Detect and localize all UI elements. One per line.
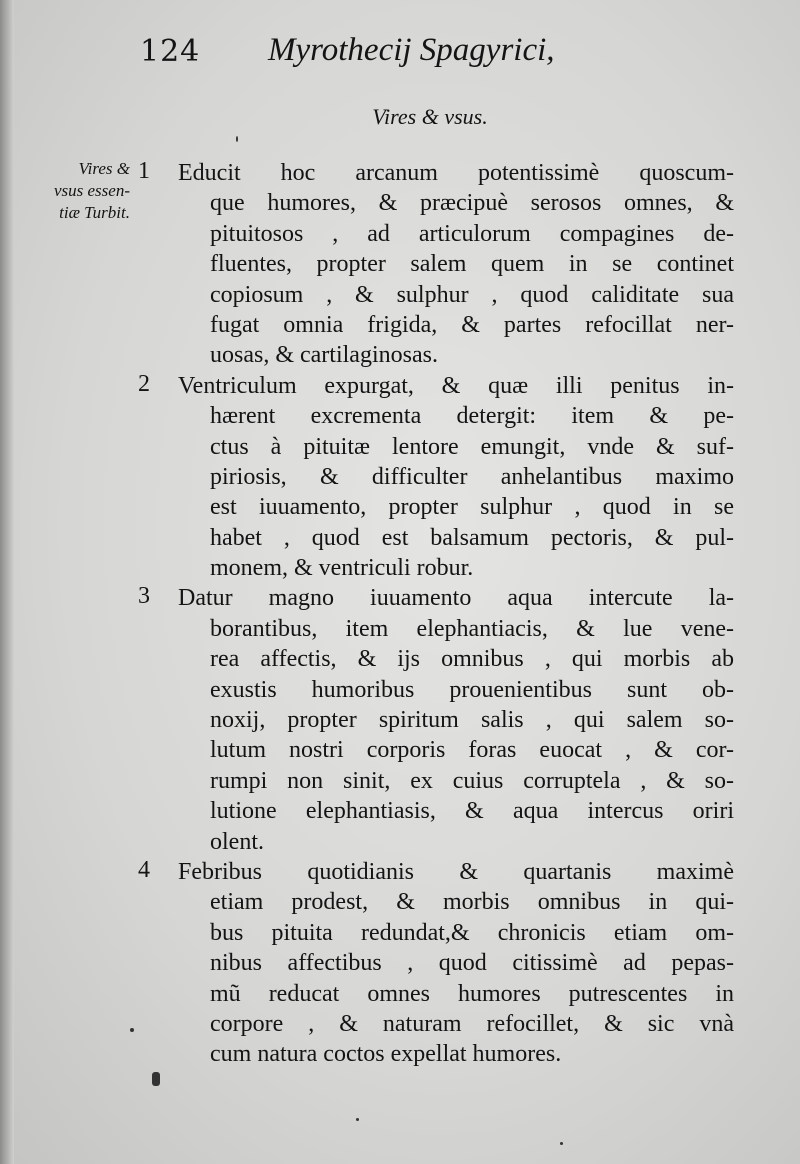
text-line: Ventriculum expurgat, & quæ illi penitus in- — [178, 372, 734, 399]
text-line: exustis humoribus prouenientibus sunt ob- — [210, 676, 734, 703]
margin-note-line: vsus essen- — [53, 181, 130, 200]
section-heading: Vires & vsus. — [372, 104, 488, 129]
page-number: 124 — [140, 34, 201, 69]
text-line: uosas, & cartilaginosas. — [210, 342, 438, 369]
ink-speck — [560, 1142, 563, 1145]
text-line: monem, & ventriculi robur. — [210, 555, 474, 582]
ink-speck — [152, 1072, 160, 1086]
text-line: Datur magno iuuamento aqua intercute la- — [178, 585, 734, 612]
page-header — [140, 30, 640, 80]
text-line: rumpi non sinit, ex cuius corruptela , & so- — [210, 767, 734, 794]
margin-note-line: tiæ Turbit. — [59, 203, 130, 222]
text-line: corpore , & naturam refocillet, & sic vnà — [210, 1010, 734, 1037]
text-line: lutum nostri corporis foras euocat , & cor- — [210, 737, 734, 764]
text-line: rea affectis, & ijs omnibus , qui morbis ab — [210, 646, 734, 673]
text-line: Febribus quotidianis & quartanis maximè — [178, 858, 734, 885]
text-line: fugat omnia frigida, & partes refocillat ner- — [210, 311, 734, 338]
running-title: Myrothecij Spagyrici, — [268, 32, 555, 68]
margin-note — [8, 158, 130, 224]
paragraph-number: 4 — [138, 856, 150, 883]
numbered-paragraph-4 — [138, 857, 734, 1070]
text-line: habet , quod est balsamum pectoris, & pul- — [210, 524, 734, 551]
text-line: olent. — [210, 828, 264, 855]
text-line: fluentes, propter salem quem in se continet — [210, 251, 734, 278]
paragraph-number: 2 — [138, 370, 150, 397]
numbered-paragraph-2 — [138, 371, 734, 584]
text-line: mũ reducat omnes humores putrescentes in — [210, 980, 734, 1007]
text-line: hærent excrementa detergit: item & pe- — [210, 403, 734, 430]
text-line: bus pituita redundat,& chronicis etiam om- — [210, 919, 734, 946]
text-line: copiosum , & sulphur , quod caliditate sua — [210, 281, 734, 308]
text-line: Educit hoc arcanum potentissimè quoscum- — [178, 160, 734, 186]
text-line: noxij, propter spiritum salis , qui salem so- — [210, 707, 734, 734]
margin-note-line: Vires & — [78, 159, 130, 178]
text-line: que humores, & præcipuè serosos omnes, & — [210, 190, 734, 217]
text-line: ctus à pituitæ lentore emungit, vnde & suf- — [210, 433, 734, 460]
numbered-paragraph-1 — [138, 158, 734, 371]
text-line: pituitosos , ad articulorum compagines de- — [210, 220, 734, 247]
text-line: piriosis, & difficulter anhelantibus maximo — [210, 463, 734, 490]
paragraph-number: 3 — [138, 583, 150, 610]
text-line: nibus affectibus , quod citissimè ad pepas- — [210, 950, 734, 977]
ink-speck — [356, 1118, 359, 1121]
numbered-paragraph-3 — [138, 583, 734, 857]
text-line: cum natura coctos expellat humores. — [210, 1041, 562, 1068]
ink-speck — [236, 136, 238, 142]
ink-speck — [130, 1028, 134, 1032]
text-line: borantibus, item elephantiacis, & lue vene- — [210, 615, 734, 642]
text-line: lutione elephantiasis, & aqua intercus oriri — [210, 798, 734, 825]
body-text — [138, 158, 734, 1070]
paragraph-number: 1 — [138, 158, 150, 184]
text-line: etiam prodest, & morbis omnibus in qui- — [210, 889, 734, 916]
text-line: est iuuamento, propter sulphur , quod in se — [210, 494, 734, 521]
